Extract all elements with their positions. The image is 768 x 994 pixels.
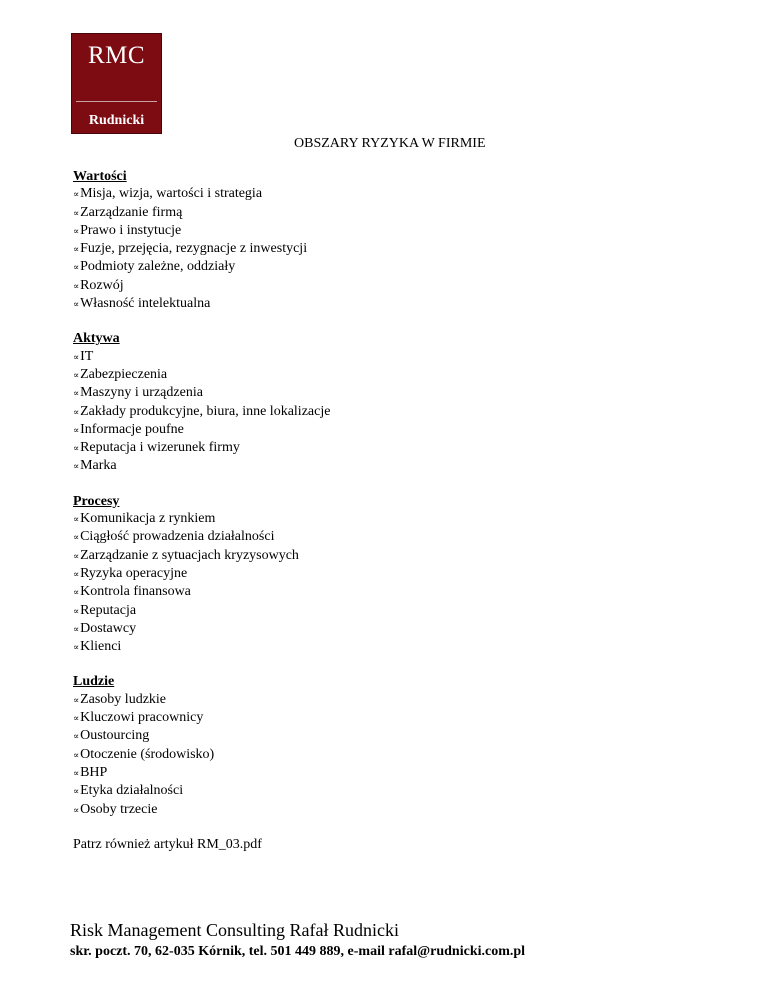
section-heading: Aktywa bbox=[73, 331, 120, 347]
list-item-text: Zabezpieczenia bbox=[80, 366, 168, 382]
list-item-text: Własność intelektualna bbox=[80, 296, 211, 312]
list-item-text: Osoby trzecie bbox=[80, 801, 158, 817]
sections-container bbox=[73, 168, 330, 819]
list-item-text: Etyka działalności bbox=[80, 783, 184, 799]
logo-top-text: RMC bbox=[87, 42, 146, 69]
list-item-text: Oustourcing bbox=[80, 728, 150, 744]
bullet-icon: ∝ bbox=[73, 587, 80, 598]
list-item-text: Otoczenie (środowisko) bbox=[80, 746, 215, 762]
list-item bbox=[73, 638, 330, 656]
section-heading: Procesy bbox=[73, 493, 120, 509]
list-item-text: Podmioty zależne, oddziały bbox=[80, 259, 236, 275]
bullet-icon: ∝ bbox=[73, 749, 80, 760]
list-item bbox=[73, 439, 330, 457]
bullet-icon: ∝ bbox=[73, 623, 80, 634]
bullet-icon: ∝ bbox=[73, 443, 80, 454]
list-item bbox=[73, 421, 330, 439]
footer-contact: skr. poczt. 70, 62-035 Kórnik, tel. 501 449 889, e-mail rafal@rudnicki.com.pl bbox=[70, 944, 526, 959]
footer-company-name: Risk Management Consulting Rafał Rudnicki bbox=[70, 920, 399, 940]
list-item bbox=[73, 295, 330, 313]
bullet-icon: ∝ bbox=[73, 731, 80, 742]
bullet-icon: ∝ bbox=[73, 713, 80, 724]
list-item bbox=[73, 764, 330, 782]
list-item bbox=[73, 277, 330, 295]
bullet-icon: ∝ bbox=[73, 786, 80, 797]
bullet-icon: ∝ bbox=[73, 262, 80, 273]
list-item bbox=[73, 727, 330, 745]
page-title: OBSZARY RYZYKA W FIRMIE bbox=[294, 136, 486, 151]
list-item bbox=[73, 510, 330, 528]
list-item-text: Komunikacja z rynkiem bbox=[80, 511, 216, 527]
list-item-text: Reputacja i wizerunek firmy bbox=[80, 440, 240, 456]
list-item bbox=[73, 565, 330, 583]
list-item bbox=[73, 240, 330, 258]
list-item bbox=[73, 258, 330, 276]
section bbox=[73, 330, 330, 475]
list-item bbox=[73, 782, 330, 800]
list-item-text: Zakłady produkcyjne, biura, inne lokalizacje bbox=[80, 403, 331, 419]
list-item-text: Klienci bbox=[80, 639, 122, 655]
list-item bbox=[73, 185, 330, 203]
bullet-icon: ∝ bbox=[73, 532, 80, 543]
company-logo bbox=[71, 33, 162, 134]
bullet-icon: ∝ bbox=[73, 804, 80, 815]
logo-bottom-text: Rudnicki bbox=[88, 113, 145, 128]
list-item-text: Zasoby ludzkie bbox=[80, 691, 167, 707]
list-item bbox=[73, 384, 330, 402]
list-item-text: Ciągłość prowadzenia działalności bbox=[80, 529, 275, 545]
list-item-text: Rozwój bbox=[80, 277, 124, 293]
list-item bbox=[73, 403, 330, 421]
list-item bbox=[73, 547, 330, 565]
section-heading: Ludzie bbox=[73, 674, 115, 690]
section bbox=[73, 493, 330, 657]
bullet-icon: ∝ bbox=[73, 225, 80, 236]
list-item-text: Maszyny i urządzenia bbox=[80, 385, 203, 401]
bullet-icon: ∝ bbox=[73, 568, 80, 579]
section bbox=[73, 673, 330, 818]
bullet-icon: ∝ bbox=[73, 605, 80, 616]
section bbox=[73, 168, 330, 313]
list-item bbox=[73, 348, 330, 366]
list-item-text: Zarządzanie z sytuacjach kryzysowych bbox=[80, 547, 299, 563]
list-item-text: Kluczowi pracownicy bbox=[80, 710, 204, 726]
bullet-icon: ∝ bbox=[73, 351, 80, 362]
bullet-icon: ∝ bbox=[73, 388, 80, 399]
list-item-text: Dostawcy bbox=[80, 620, 137, 636]
bullet-icon: ∝ bbox=[73, 207, 80, 218]
list-item bbox=[73, 746, 330, 764]
bullet-icon: ∝ bbox=[73, 244, 80, 255]
list-item bbox=[73, 801, 330, 819]
list-item bbox=[73, 709, 330, 727]
list-item-text: Fuzje, przejęcia, rezygnacje z inwestycji bbox=[80, 241, 308, 257]
bullet-icon: ∝ bbox=[73, 514, 80, 525]
list-item bbox=[73, 204, 330, 222]
list-item bbox=[73, 528, 330, 546]
bullet-icon: ∝ bbox=[73, 694, 80, 705]
list-item bbox=[73, 691, 330, 709]
bullet-icon: ∝ bbox=[73, 550, 80, 561]
bullet-icon: ∝ bbox=[73, 369, 80, 380]
list-item bbox=[73, 457, 330, 475]
list-item bbox=[73, 602, 330, 620]
list-item-text: Informacje poufne bbox=[80, 421, 184, 437]
list-item-text: Zarządzanie firmą bbox=[80, 204, 183, 220]
list-item-text: Kontrola finansowa bbox=[80, 584, 191, 600]
bullet-icon: ∝ bbox=[73, 406, 80, 417]
bullet-icon: ∝ bbox=[73, 642, 80, 653]
bullet-icon: ∝ bbox=[73, 299, 80, 310]
bullet-icon: ∝ bbox=[73, 461, 80, 472]
section-heading: Wartości bbox=[73, 169, 127, 184]
logo-divider bbox=[76, 101, 157, 102]
list-item bbox=[73, 222, 330, 240]
see-also-note: Patrz również artykuł RM_03.pdf bbox=[73, 836, 262, 852]
list-item-text: Prawo i instytucje bbox=[80, 222, 182, 238]
list-item-text: Ryzyka operacyjne bbox=[80, 565, 188, 581]
list-item bbox=[73, 620, 330, 638]
bullet-icon: ∝ bbox=[73, 424, 80, 435]
bullet-icon: ∝ bbox=[73, 189, 80, 200]
risk-areas-list bbox=[73, 168, 330, 853]
bullet-icon: ∝ bbox=[73, 767, 80, 778]
list-item bbox=[73, 366, 330, 384]
list-item-text: IT bbox=[80, 348, 94, 364]
list-item-text: Misja, wizja, wartości i strategia bbox=[80, 186, 263, 202]
list-item-text: Marka bbox=[80, 458, 117, 474]
bullet-icon: ∝ bbox=[73, 280, 80, 291]
list-item bbox=[73, 583, 330, 601]
list-item-text: Reputacja bbox=[80, 602, 137, 618]
list-item-text: BHP bbox=[80, 764, 108, 780]
